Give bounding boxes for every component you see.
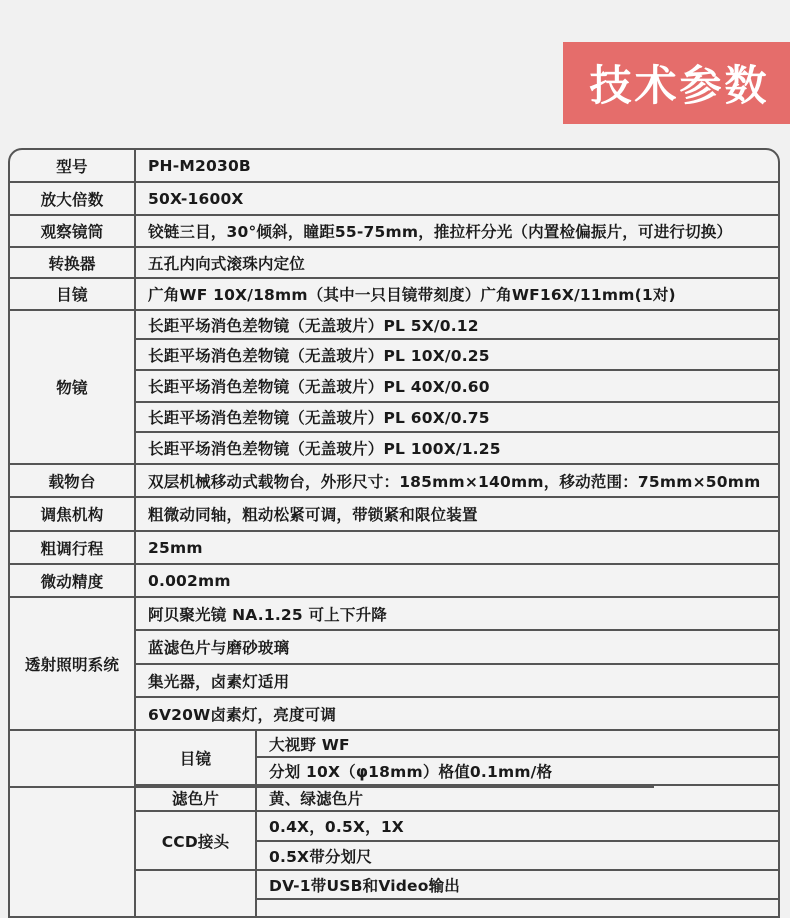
objective-value: 长距平场消色差物镜（无盖玻片）PL 100X/1.25 xyxy=(148,440,501,458)
stage-label: 载物台 xyxy=(48,472,96,491)
optional-eyepiece-label: 目镜 xyxy=(179,749,212,768)
focusing-label: 调焦机构 xyxy=(40,506,104,524)
optional-filter-value: 黄、绿滤色片 xyxy=(269,790,364,808)
model-value: PH-M2030B xyxy=(148,156,251,175)
objective-value: 长距平场消色差物镜（无盖玻片）PL 5X/0.12 xyxy=(148,316,479,335)
fine-precision-value: 0.002mm xyxy=(148,571,231,590)
illumination-value: 阿贝聚光镜 NA.1.25 可上下升降 xyxy=(148,605,387,624)
objective-value: 长距平场消色差物镜（无盖玻片）PL 10X/0.25 xyxy=(148,346,490,365)
page-title: 技术参数 xyxy=(563,42,790,124)
coarse-travel-value: 25mm xyxy=(148,538,203,557)
eyepiece-label: 目镜 xyxy=(56,286,88,304)
illumination-value: 集光器，卤素灯适用 xyxy=(148,672,290,691)
fine-precision-label: 微动精度 xyxy=(40,572,104,591)
ccd-adapter-label: CCD接头 xyxy=(161,832,230,851)
objective-value: 长距平场消色差物镜（无盖玻片）PL 60X/0.75 xyxy=(148,409,490,427)
viewing-head-label: 观察镜筒 xyxy=(40,223,104,241)
ccd-adapter-value: 0.4X，0.5X，1X xyxy=(269,818,404,836)
objective-label: 物镜 xyxy=(56,379,88,397)
optional-eyepiece-value: 分划 10X（φ18mm）格值0.1mm/格 xyxy=(269,763,553,781)
objective-value: 长距平场消色差物镜（无盖玻片）PL 40X/0.60 xyxy=(148,378,490,396)
optional-filter-label: 滤色片 xyxy=(171,790,220,808)
spec-table xyxy=(8,148,780,918)
viewing-head-value: 铰链三目，30°倾斜，瞳距55-75mm，推拉杆分光（内置检偏振片，可进行切换） xyxy=(148,223,733,241)
ccd-adapter-value: 0.5X带分划尺 xyxy=(269,847,373,866)
magnification-label: 放大倍数 xyxy=(40,190,104,209)
stage-value: 双层机械移动式载物台，外形尺寸：185mm×140mm，移动范围：75mm×50mm xyxy=(148,472,761,491)
model-label: 型号 xyxy=(56,157,88,176)
optional-eyepiece-value: 大视野 WF xyxy=(269,735,350,754)
focusing-value: 粗微动同轴，粗动松紧可调，带锁紧和限位装置 xyxy=(148,506,478,524)
nosepiece-label: 转换器 xyxy=(48,254,96,273)
magnification-value: 50X-1600X xyxy=(148,189,244,208)
eyepiece-value: 广角WF 10X/18mm（其中一只目镜带刻度）广角WF16X/11mm(1对) xyxy=(148,286,676,304)
illumination-label: 透射照明系统 xyxy=(24,655,120,674)
camera-value: DV-1带USB和Video输出 xyxy=(269,876,461,895)
coarse-travel-label: 粗调行程 xyxy=(40,539,104,558)
illumination-value: 6V20W卤素灯，亮度可调 xyxy=(148,705,337,724)
nosepiece-value: 五孔内向式滚珠内定位 xyxy=(148,254,306,273)
illumination-value: 蓝滤色片与磨砂玻璃 xyxy=(148,639,290,657)
